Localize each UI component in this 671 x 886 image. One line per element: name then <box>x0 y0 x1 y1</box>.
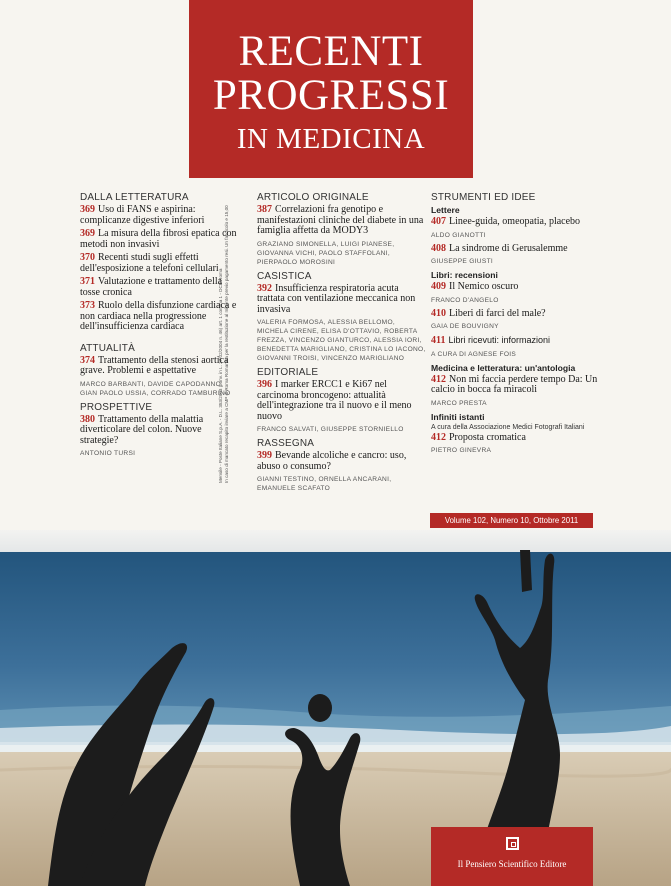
article-title: Il Nemico oscuro <box>449 281 519 292</box>
section-heading: ARTICOLO ORIGINALE <box>257 192 369 203</box>
page-number: 407 <box>431 216 446 227</box>
authors: FRANCO SALVATI, GIUSEPPE STORNIELLO <box>257 426 404 433</box>
page-number: 408 <box>431 242 446 254</box>
toc-entry[interactable] <box>257 205 427 237</box>
toc-column-1 <box>80 192 240 462</box>
article-title: I marker ERCC1 e Ki67 nel carcinoma broncogeno: attualità dell'integrazione tra il nuovo e il meno nuovo <box>257 379 412 422</box>
toc-entry[interactable] <box>80 356 240 377</box>
authors: PIETRO GINEVRA <box>431 447 492 454</box>
article-title: Ruolo della disfunzione cardiaca e non cardiaca nella progressione dell'insufficienza cardiaca <box>80 300 237 332</box>
page-number: 369 <box>80 204 95 215</box>
authors: MARCO PRESTA <box>431 399 487 407</box>
article-title: Correlazioni fra genotipo e manifestazioni cliniche del diabete in una famiglia affetta da MODY3 <box>257 204 424 236</box>
article-title: Recenti studi sugli effetti dell'esposizione a telefoni cellulari <box>80 252 219 274</box>
article-title: Liberi di farci del male? <box>449 307 546 319</box>
section-heading: CASISTICA <box>257 270 312 282</box>
authors: GIANNI TESTINO, ORNELLA ANCARANI, EMANUELE SCAFATO <box>257 476 392 492</box>
title-line-3: IN MEDICINA <box>236 123 426 155</box>
section-heading: EDITORIALE <box>257 367 319 378</box>
authors: GRAZIANO SIMONELLA, LUIGI PIANESE, GIOVANNA VICHI, PAOLO STAFFOLANI, PIERPAOLO MOROSINI <box>257 240 395 266</box>
toc-entry[interactable] <box>80 301 240 333</box>
section-heading: PROSPETTIVE <box>80 401 153 413</box>
toc-entry[interactable] <box>80 277 240 298</box>
article-title: La sindrome di Gerusalemme <box>449 242 568 254</box>
subsection-heading: Libri: recensioni <box>431 270 498 280</box>
volume-badge: Volume 102, Numero 10, Ottobre 2011 <box>430 513 593 528</box>
toc-entry[interactable] <box>257 284 427 316</box>
postal-note-2: In caso di mancato recapito inviare a CMP di Roma Romanina per la restituzione al mittente previo pagamento resi. Un fascicolo e 15,00 <box>224 205 229 483</box>
toc-entry[interactable] <box>431 375 601 396</box>
page-number: 392 <box>257 282 272 294</box>
article-title: Valutazione e trattamento della tosse cronica <box>80 276 223 298</box>
toc-entry[interactable] <box>80 229 240 250</box>
publisher-name: Il Pensiero Scientifico Editore <box>457 859 567 869</box>
toc-column-3 <box>431 192 601 459</box>
toc-entry[interactable] <box>80 415 240 447</box>
toc-entry[interactable] <box>431 282 601 293</box>
page-number: 373 <box>80 300 95 311</box>
toc-entry[interactable] <box>431 433 601 444</box>
article-title: Trattamento della stenosi aortica grave. Problemi e aspettative <box>80 354 229 376</box>
authors: FRANCO D'ANGELO <box>431 296 499 304</box>
page-number: 410 <box>431 307 446 319</box>
toc-entry[interactable] <box>431 335 601 347</box>
page-number: 409 <box>431 281 446 292</box>
authors: VALERIA FORMOSA, ALESSIA BELLOMO, MICHELA CIRENE, ELISA D'OTTAVIO, ROBERTA FREZZA, VINCENZO GIANTURCO, ALESSIA IORI, BENEDETTA MARIGLIANO, CRISTINA LO IACONO, GIOVANNI TROISI, VINCENZO MARIGLIANO <box>257 319 426 362</box>
authors: MARCO BARBANTI, DAVIDE CAPODANNO, GIAN PAOLO USSIA, CORRADO TAMBURINO <box>80 380 231 397</box>
publisher-block <box>431 827 593 886</box>
page-number: 387 <box>257 204 272 215</box>
section-heading: RASSEGNA <box>257 438 315 449</box>
publisher-logo-icon <box>506 837 519 850</box>
page-number: 396 <box>257 379 272 390</box>
page-number: 412 <box>431 431 446 443</box>
subsection-heading: Medicina e letteratura: un'antologia <box>431 362 576 373</box>
page-number: 411 <box>431 335 446 346</box>
postal-note-1: Mensile - Poste Italiane S.p.A. - D.L. 353/2003 (conv. in L. 27/02/2004 n. 46) art. 1 comma 1 - DCB Roma <box>218 268 223 483</box>
page-number: 374 <box>80 354 95 366</box>
title-line-2: PROGRESSI <box>212 72 450 119</box>
authors: A CURA DI AGNESE FOIS <box>431 350 517 358</box>
subsection-heading: Infiniti istanti <box>431 411 485 422</box>
article-title: Uso di FANS e aspirina: complicanze digestive inferiori <box>80 204 205 226</box>
article-title: La misura della fibrosi epatica con metodi non invasivi <box>80 228 237 250</box>
page-number: 370 <box>80 252 95 263</box>
authors: GAIA DE BOUVIGNY <box>431 323 499 330</box>
toc-entry[interactable] <box>80 205 240 226</box>
toc-entry[interactable] <box>431 309 601 320</box>
subsection-heading: Lettere <box>431 205 460 215</box>
authors: ALDO GIANOTTI <box>431 231 486 239</box>
section-heading: DALLA LETTERATURA <box>80 192 189 203</box>
page-number: 380 <box>80 413 95 425</box>
authors: ANTONIO TURSI <box>80 450 136 457</box>
toc-entry[interactable] <box>80 253 240 274</box>
article-title: Libri ricevuti: informazioni <box>448 335 550 345</box>
page-number: 371 <box>80 276 95 287</box>
masthead <box>189 0 473 178</box>
page-number: 412 <box>431 373 446 385</box>
section-heading: STRUMENTI ED IDEE <box>431 192 536 203</box>
subsection-note: A cura della Associazione Medici Fotografi Italiani <box>431 423 585 431</box>
toc-entry[interactable] <box>257 451 427 472</box>
section-heading: ATTUALITÀ <box>80 342 135 354</box>
authors: GIUSEPPE GIUSTI <box>431 258 494 265</box>
toc-column-2 <box>257 192 427 497</box>
title-line-1: RECENTI <box>238 28 424 75</box>
article-title: Bevande alcoliche e cancro: uso, abuso o consumo? <box>257 450 407 472</box>
page-number: 399 <box>257 450 272 461</box>
article-title: Proposta cromatica <box>449 431 526 443</box>
page-number: 369 <box>80 228 95 239</box>
toc-entry[interactable] <box>431 217 601 228</box>
article-title: Trattamento della malattia diverticolare del colon. Nuove strategie? <box>80 413 204 446</box>
toc-entry[interactable] <box>257 380 427 422</box>
article-title: Insufficienza respiratoria acuta trattata con ventilazione meccanica non invasiva <box>257 282 416 315</box>
toc-entry[interactable] <box>431 244 601 255</box>
article-title: Non mi faccia perdere tempo Da: Un calcio in bocca fa miracoli <box>431 373 598 395</box>
article-title: Linee-guida, omeopatia, placebo <box>449 216 581 227</box>
